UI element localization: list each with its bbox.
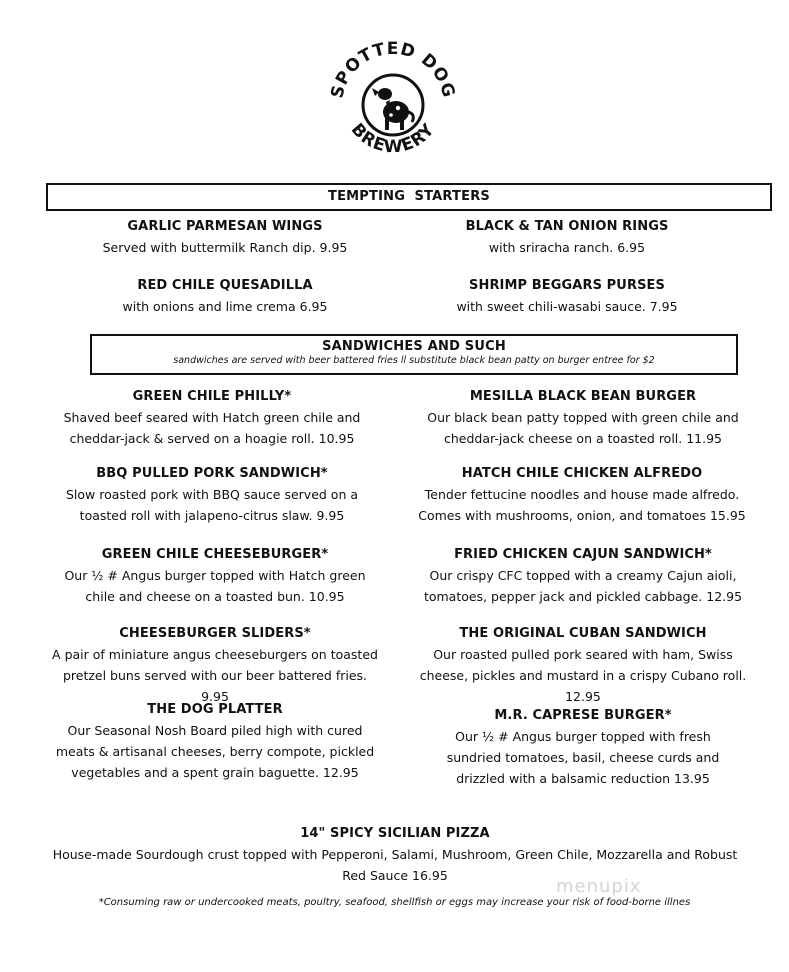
item-description: Slow roasted pork with BBQ sauce served on a toasted roll with jalapeno-citrus slaw. 9.95	[66, 487, 358, 523]
starters-heading: TEMPTING STARTERS	[328, 189, 490, 204]
item-name: M.R. CAPRESE BURGER*	[494, 708, 672, 723]
sandwiches-heading-box	[90, 334, 738, 375]
item-description: with onions and lime crema 6.95	[122, 299, 328, 314]
item-description: Our ½ # Angus burger topped with fresh sundried tomatoes, basil, cheese curds and drizzled with a balsamic reduction 13.95	[446, 729, 720, 786]
item-name: BBQ PULLED PORK SANDWICH*	[96, 466, 328, 481]
item-name: BLACK & TAN ONION RINGS	[465, 219, 669, 234]
item-name: GARLIC PARMESAN WINGS	[127, 219, 323, 234]
item-name: HATCH CHILE CHICKEN ALFREDO	[461, 466, 703, 481]
menu-item	[60, 217, 390, 258]
item-description: Shaved beef seared with Hatch green chile and cheddar-jack & served on a hoagie roll. 10.95	[63, 410, 361, 446]
item-name: THE ORIGINAL CUBAN SANDWICH	[459, 626, 707, 641]
svg-text:SPOTTED DOG	[328, 40, 458, 100]
item-description: Tender fettucine noodles and house made alfredo. Comes with mushrooms, onion, and tomatoes 15.95	[418, 487, 746, 523]
logo-bottom-text: BREWERY	[346, 119, 440, 158]
item-name: MESILLA BLACK BEAN BURGER	[469, 389, 697, 404]
item-description: Our black bean patty topped with green chile and cheddar-jack cheese on a toasted roll. 11.95	[427, 410, 739, 446]
item-name: CHEESEBURGER SLIDERS*	[119, 626, 311, 641]
item-description: with sweet chili-wasabi sauce. 7.95	[456, 299, 678, 314]
menu-item	[418, 545, 748, 607]
item-description: Served with buttermilk Ranch dip. 9.95	[102, 240, 348, 255]
item-name: THE DOG PLATTER	[147, 702, 283, 717]
menu-item	[412, 464, 752, 526]
dog-icon	[372, 88, 413, 130]
food-safety-footnote: *Consuming raw or undercooked meats, poultry, seafood, shellfish or eggs may increase your risk of food-borne illnes	[98, 897, 691, 908]
sandwiches-note: sandwiches are served with beer battered fries ll substitute black bean patty on burger entree for $2	[173, 355, 655, 366]
item-description: A pair of miniature angus cheeseburgers on toasted pretzel buns served with our beer battered fries. 9.95	[52, 647, 378, 704]
menu-item	[418, 387, 748, 449]
starters-heading-box	[46, 183, 772, 211]
item-description: Our Seasonal Nosh Board piled high with cured meats & artisanal cheeses, berry compote, pickled vegetables and a spent grain baguette. 12.95	[55, 723, 375, 780]
menu-item	[56, 545, 374, 607]
item-name: GREEN CHILE CHEESEBURGER*	[101, 547, 329, 562]
item-name: SHRIMP BEGGARS PURSES	[469, 278, 665, 293]
brewery-logo	[328, 40, 458, 170]
item-name: RED CHILE QUESADILLA	[137, 278, 313, 293]
logo-top-text: SPOTTED DOG	[328, 40, 458, 101]
menu-item	[407, 217, 727, 258]
item-name: 14" SPICY SICILIAN PIZZA	[300, 826, 490, 841]
menu-item	[62, 464, 362, 526]
menu-item	[52, 700, 378, 783]
menupix-watermark: menupix	[556, 876, 642, 897]
item-name: GREEN CHILE PHILLY*	[132, 389, 292, 404]
item-description: Our roasted pulled pork seared with ham, Swiss cheese, pickles and mustard in a crispy Cubano roll. 12.95	[419, 647, 747, 704]
menu-item	[52, 624, 378, 707]
sandwiches-heading: SANDWICHES AND SUCH	[322, 339, 506, 354]
item-description: with sriracha ranch. 6.95	[488, 240, 646, 255]
menu-item	[407, 276, 727, 317]
item-description: House-made Sourdough crust topped with Pepperoni, Salami, Mushroom, Green Chile, Mozzarella and Robust Red Sauce 16.95	[52, 847, 738, 883]
svg-text:BREWERY	[347, 120, 439, 158]
menu-item	[430, 706, 736, 789]
item-name: FRIED CHICKEN CAJUN SANDWICH*	[454, 547, 712, 562]
menu-item	[408, 624, 758, 707]
item-description: Our ½ # Angus burger topped with Hatch green chile and cheese on a toasted bun. 10.95	[64, 568, 366, 604]
menu-item	[60, 276, 390, 317]
item-description: Our crispy CFC topped with a creamy Cajun aioli, tomatoes, pepper jack and pickled cabbage. 12.95	[423, 568, 743, 604]
menu-item	[62, 387, 362, 449]
